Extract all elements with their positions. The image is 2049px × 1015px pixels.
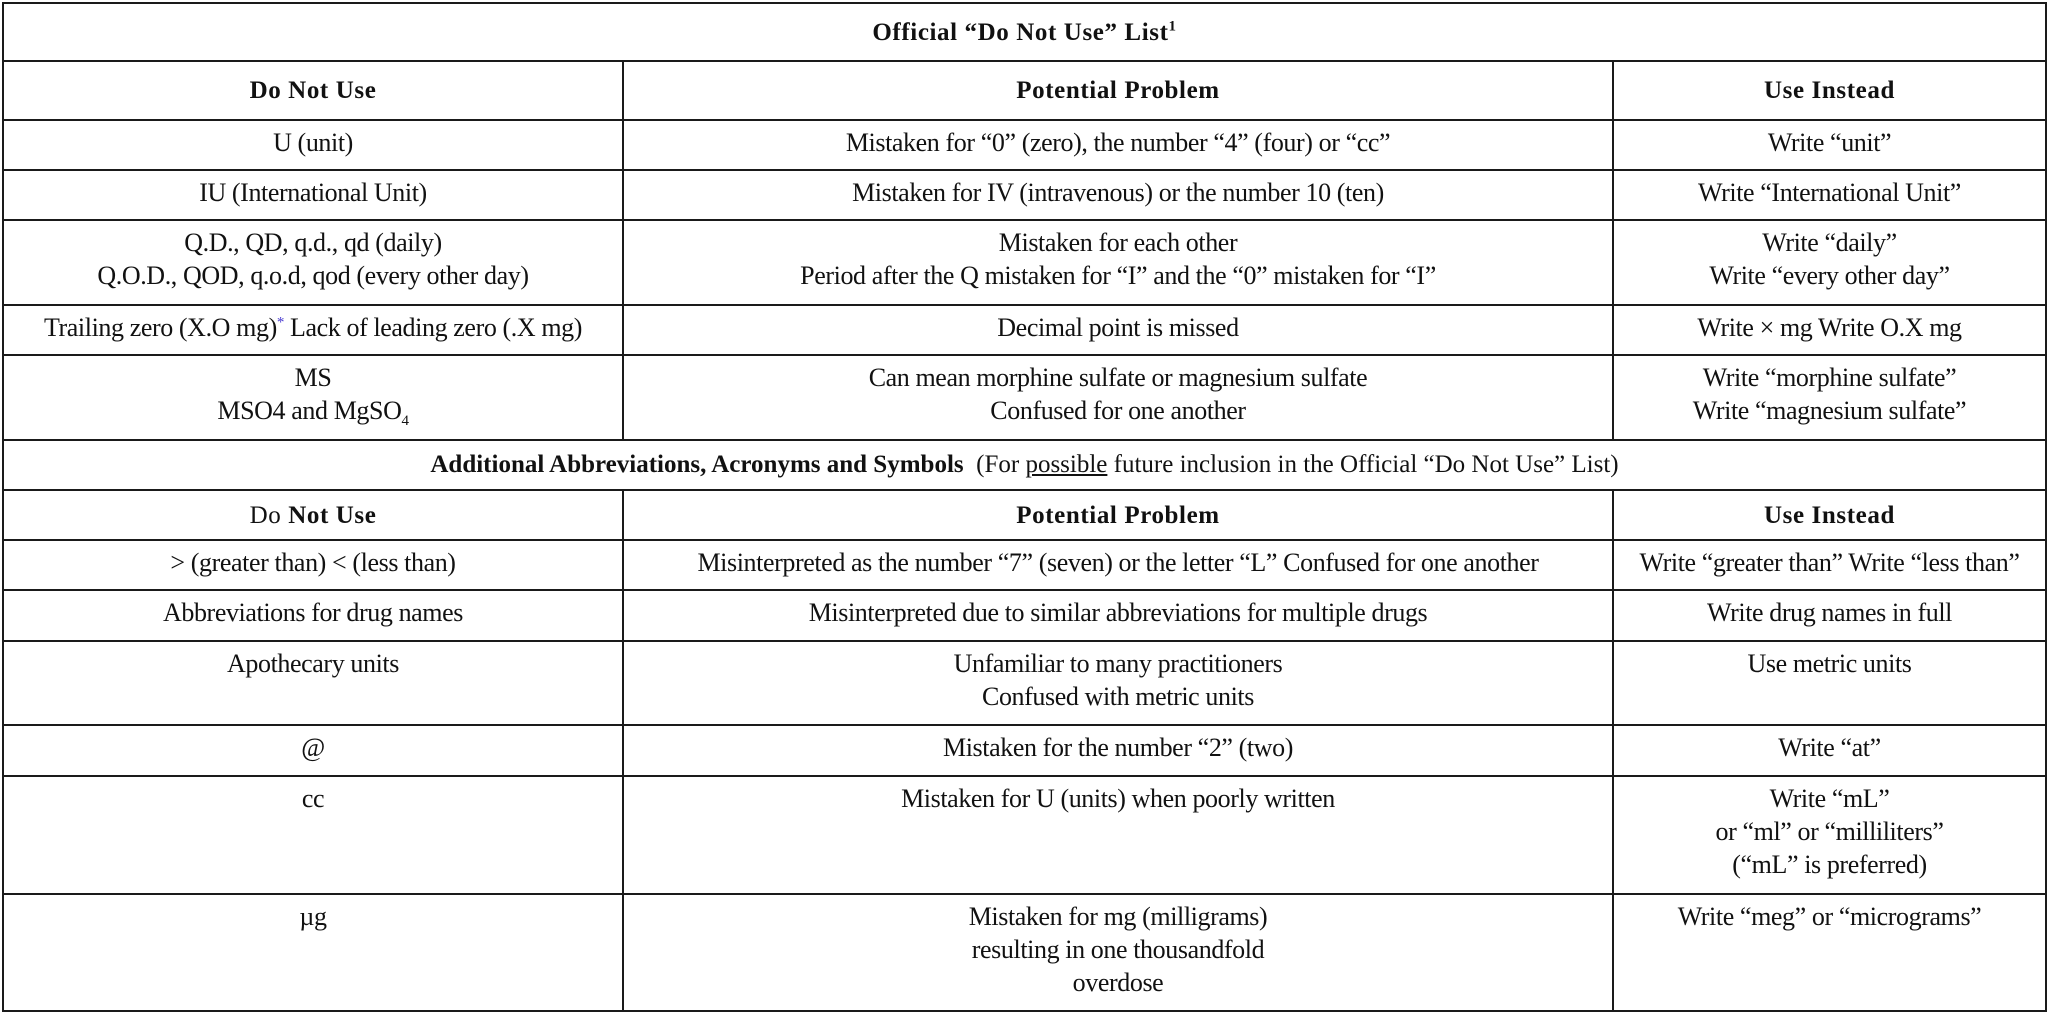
cell-do-not-use: [3, 305, 623, 355]
table-row: [3, 170, 2046, 220]
cell-line: Period after the Q mistaken for “I” and the “0” mistaken for “I”: [800, 261, 1436, 291]
subheading-bold: Additional Abbreviations, Acronyms and Symbols: [430, 451, 964, 479]
table-row: [3, 776, 2046, 895]
cell-line: IU (International Unit): [199, 177, 427, 207]
table-row: [3, 120, 2046, 170]
leading-zero-text: Lack of leading zero (.X mg): [283, 312, 583, 342]
table-row: [3, 894, 2046, 1011]
header-use-instead: Use Instead: [1613, 61, 2046, 119]
subheading-note: [976, 451, 1618, 478]
cell-line: resulting in one thousandfold: [971, 935, 1265, 965]
do-not-use-table: [2, 2, 2047, 1012]
cell-line: (“mL” is preferred): [1732, 849, 1927, 879]
subheading-note-a: (For: [976, 451, 1026, 479]
header-row: [3, 61, 2046, 119]
subheading: [3, 440, 2046, 490]
cell-line: Mistaken for each other: [998, 228, 1238, 258]
cell-line: Confused for one another: [990, 396, 1246, 426]
cell-line: µg: [299, 902, 327, 932]
cell-line: Mistaken for U (units) when poorly written: [901, 783, 1335, 813]
cell-use-instead: [1613, 355, 2046, 440]
title-row: [3, 3, 2046, 61]
cell-problem: [623, 641, 1613, 726]
cell-use-instead: [1613, 590, 2046, 640]
cell-line: overdose: [1072, 968, 1164, 998]
cell-line: [10, 311, 616, 344]
cell-line: Confused with metric units: [982, 681, 1254, 711]
cell-do-not-use: [3, 590, 623, 640]
header-row-2: [3, 490, 2046, 540]
cell-line: Misinterpreted as the number “7” (seven) or the letter “L” Confused for one another: [697, 548, 1539, 578]
cell-problem: [623, 355, 1613, 440]
cell-line: Write “unit”: [1767, 127, 1892, 157]
cell-line: Use metric units: [1747, 648, 1912, 678]
cell-do-not-use: [3, 894, 623, 1011]
cell-use-instead: [1613, 894, 2046, 1011]
cell-line: Mistaken for IV (intravenous) or the number 10 (ten): [852, 177, 1384, 207]
cell-line: Write “morphine sulfate”: [1702, 363, 1957, 393]
cell-problem: [623, 305, 1613, 355]
cell-use-instead: [1613, 776, 2046, 895]
cell-do-not-use: [3, 120, 623, 170]
title-footnote-mark: 1: [1168, 18, 1177, 35]
header2-do-label: Do: [249, 501, 289, 529]
cell-problem: [623, 776, 1613, 895]
cell-use-instead: [1613, 305, 2046, 355]
table-row: [3, 725, 2046, 775]
table-title-text: Official “Do Not Use” List: [872, 18, 1169, 46]
cell-line: Write “magnesium sulfate”: [1692, 396, 1967, 426]
cell-line: Misinterpreted due to similar abbreviations for multiple drugs: [808, 598, 1428, 628]
cell-line: Mistaken for mg (milligrams): [968, 902, 1268, 932]
cell-problem: [623, 590, 1613, 640]
table-row: [3, 220, 2046, 305]
cell-do-not-use: [3, 540, 623, 590]
cell-line: Unfamiliar to many practitioners: [953, 648, 1283, 678]
cell-line: Q.D., QD, q.d., qd (daily): [184, 228, 442, 258]
cell-line: > (greater than) < (less than): [170, 548, 456, 578]
cell-problem: [623, 725, 1613, 775]
header2-use-instead: Use Instead: [1613, 490, 2046, 540]
cell-problem: [623, 120, 1613, 170]
cell-line: Write “every other day”: [1709, 261, 1950, 291]
cell-line: Can mean morphine sulfate or magnesium sulfate: [868, 363, 1368, 393]
header-potential-problem: Potential Problem: [623, 61, 1613, 119]
cell-line: Apothecary units: [227, 648, 399, 678]
cell-do-not-use: [3, 355, 623, 440]
cell-do-not-use: [3, 776, 623, 895]
header2-potential-problem: Potential Problem: [623, 490, 1613, 540]
cell-line: Write “International Unit”: [1698, 177, 1961, 207]
cell-line: Decimal point is missed: [997, 312, 1239, 342]
cell-do-not-use: [3, 170, 623, 220]
cell-problem: [623, 894, 1613, 1011]
cell-line: Write “meg” or “micrograms”: [1677, 902, 1982, 932]
cell-line: Mistaken for “0” (zero), the number “4” (four) or “cc”: [845, 127, 1391, 157]
cell-use-instead: [1613, 641, 2046, 726]
table-row: [3, 355, 2046, 440]
cell-line: Mistaken for the number “2” (two): [943, 733, 1293, 763]
trailing-zero-text: Trailing zero (X.O mg): [43, 312, 277, 342]
subscript-4: 4: [401, 413, 409, 430]
cell-do-not-use: [3, 725, 623, 775]
cell-use-instead: [1613, 220, 2046, 305]
cell-use-instead: [1613, 540, 2046, 590]
cell-line: Write “greater than” Write “less than”: [1639, 548, 2020, 578]
cell-use-instead: [1613, 170, 2046, 220]
table-row: [3, 590, 2046, 640]
cell-line: Write “at”: [1778, 733, 1881, 763]
cell-use-instead: [1613, 725, 2046, 775]
header2-not-use-label: Not Use: [288, 501, 377, 529]
cell-line: Write “mL”: [1769, 783, 1890, 813]
table-row: [3, 305, 2046, 355]
subheading-note-b: future inclusion in the Official “Do Not Use” List): [1107, 451, 1619, 479]
cell-line: Write × mg Write O.X mg: [1697, 312, 1962, 342]
subheading-underlined: possible: [1025, 451, 1108, 479]
cell-problem: [623, 170, 1613, 220]
cell-line: MS: [294, 363, 332, 393]
mgso-text: MSO4 and MgSO: [217, 396, 402, 426]
cell-problem: [623, 220, 1613, 305]
asterisk-footnote-link[interactable]: *: [276, 314, 284, 331]
cell-line: U (unit): [273, 127, 353, 157]
table-title: [3, 3, 2046, 61]
cell-line: [10, 394, 616, 430]
cell-use-instead: [1613, 120, 2046, 170]
cell-line: Q.O.D., QOD, q.o.d, qod (every other day): [97, 261, 529, 291]
cell-line: cc: [301, 783, 325, 813]
cell-line: or “ml” or “milliliters”: [1715, 816, 1944, 846]
cell-line: Write drug names in full: [1707, 598, 1952, 628]
cell-problem: [623, 540, 1613, 590]
subheading-row: [3, 440, 2046, 490]
cell-line: @: [301, 733, 325, 763]
cell-do-not-use: [3, 220, 623, 305]
header2-do-not-use: [3, 490, 623, 540]
table-row: [3, 641, 2046, 726]
table-row: [3, 540, 2046, 590]
cell-line: Abbreviations for drug names: [162, 598, 463, 628]
cell-line: Write “daily”: [1762, 228, 1897, 258]
header-do-not-use: Do Not Use: [3, 61, 623, 119]
cell-do-not-use: [3, 641, 623, 726]
